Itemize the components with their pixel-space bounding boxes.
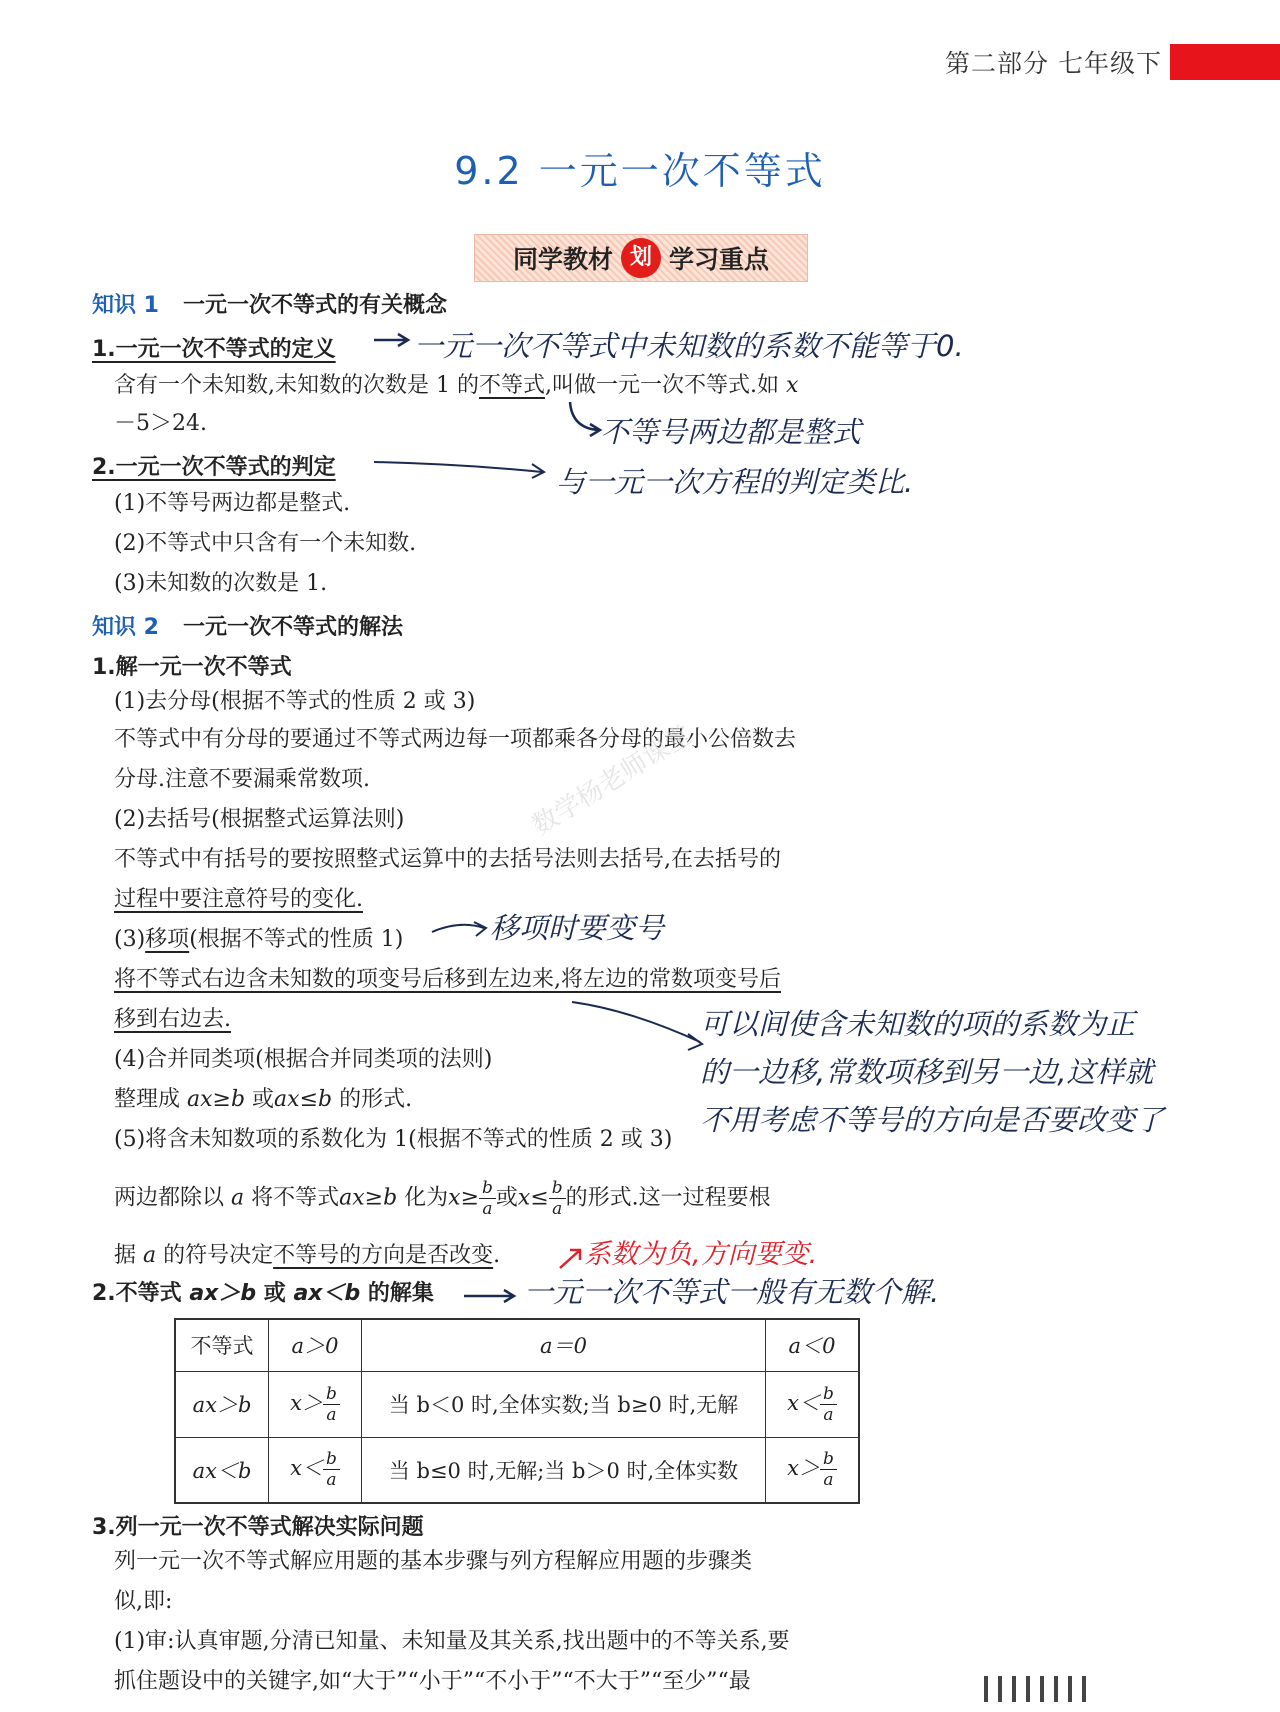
- step4-expr-1: ax≥b: [187, 1087, 246, 1112]
- banner-left: 同学教材: [512, 245, 613, 274]
- fraction-den: a: [326, 1404, 337, 1425]
- judgement-item-1: (1)不等号两边都是整式.: [114, 491, 351, 516]
- step5-or: 或: [495, 1185, 518, 1211]
- step5-text-c: 将不等式: [244, 1185, 340, 1211]
- fraction-den: a: [823, 1404, 834, 1425]
- step5-x-ge: x≥: [448, 1185, 480, 1211]
- fraction: [820, 1384, 837, 1425]
- fraction: [323, 1449, 340, 1490]
- handwritten-note-tip-line-2: 的一边移,常数项移到另一边,这样就: [700, 1055, 1154, 1089]
- handwritten-note-tip-line-1: 可以间使含未知数的项的系数为正: [700, 1007, 1136, 1041]
- fraction: [820, 1449, 837, 1490]
- handwritten-note-solution-set: 一元一次不等式一般有无数个解.: [524, 1275, 940, 1309]
- solset-heading-c: 或: [256, 1281, 294, 1306]
- solve-step-1-text-a: 不等式中有分母的要通过不等式两边每一项都乘各分母的最小公倍数去: [114, 727, 797, 752]
- word-problem-text-1: 列一元一次不等式解应用题的基本步骤与列方程解应用题的步骤类: [114, 1549, 753, 1574]
- solve-step-3-num: (3): [114, 927, 146, 952]
- definition-text-a: 含有一个未知数,未知数的次数是 1 的: [114, 373, 479, 398]
- table-cell: [766, 1371, 860, 1437]
- table-cell: ax＜b: [175, 1437, 269, 1503]
- page-title: 9.2 一元一次不等式: [454, 149, 826, 193]
- table-header-cell: a＝0: [362, 1319, 766, 1371]
- table-cell: [269, 1371, 362, 1437]
- step4-text-e: 的形式.: [332, 1087, 413, 1112]
- step5-x-le: x≤: [517, 1185, 549, 1211]
- solve-step-2-text-b: 过程中要注意符号的变化.: [114, 887, 363, 912]
- arrow-icon: [372, 330, 412, 350]
- step5b-dot: .: [493, 1243, 501, 1268]
- fraction-num: b: [479, 1178, 496, 1199]
- handwritten-note-tip: [700, 1000, 1164, 1144]
- handwritten-note-negative: 系数为负,方向要变.: [584, 1239, 818, 1270]
- solset-heading-e: 的解集: [360, 1281, 434, 1306]
- curved-arrow-icon: [570, 998, 710, 1058]
- solset-heading-expr-2: ax＜b: [293, 1281, 361, 1306]
- header-text: 第二部分 七年级下: [945, 49, 1162, 78]
- watermark: 数学杨老师课堂: [527, 719, 698, 842]
- fraction-num: b: [820, 1384, 837, 1405]
- header-red-bar: [1170, 44, 1280, 80]
- table-row: [175, 1437, 859, 1503]
- fraction: [323, 1384, 340, 1425]
- table-header-row: [175, 1319, 859, 1371]
- table-cell: ax＞b: [175, 1371, 269, 1437]
- solution-set-table: [174, 1318, 860, 1504]
- solve-step-3: [114, 920, 403, 960]
- word-problem-text-3: (1)审:认真审题,分清已知量、未知量及其关系,找出题中的不等关系,要: [114, 1629, 790, 1654]
- definition-text-var: x: [785, 373, 799, 398]
- fraction-num: b: [820, 1449, 837, 1470]
- solve-step-5-text-b: [114, 1236, 500, 1276]
- fraction-num: b: [549, 1178, 566, 1199]
- knowledge-1-heading: [92, 288, 447, 319]
- fraction: [479, 1178, 496, 1219]
- table-row: [175, 1371, 859, 1437]
- step5b-text-a: 据: [114, 1243, 143, 1268]
- table-cell: [269, 1437, 362, 1503]
- step5b-text-c: 的符号决定: [156, 1243, 274, 1268]
- solve-step-1: (1)去分母(根据不等式的性质 2 或 3): [114, 689, 476, 714]
- solution-set-heading: [92, 1276, 434, 1307]
- solve-step-3-text-b: 移到右边去.: [114, 1007, 231, 1032]
- fraction-num: b: [323, 1384, 340, 1405]
- fraction: [549, 1178, 566, 1219]
- handwritten-note-tip-line-3: 不用考虑不等号的方向是否要改变了: [700, 1103, 1165, 1137]
- section-banner: [474, 234, 808, 282]
- judgement-item-3: (3)未知数的次数是 1.: [114, 571, 328, 596]
- solve-step-3-rule: (根据不等式的性质 1): [189, 927, 404, 952]
- banner-circle: 划: [621, 238, 661, 278]
- fraction-den: a: [326, 1470, 337, 1491]
- step4-text-c: 或: [245, 1087, 275, 1112]
- definition-text-line-1: [114, 366, 798, 406]
- table-cell: 当 b≤0 时,无解;当 b＞0 时,全体实数: [362, 1437, 766, 1503]
- step5-expr: ax≥b: [339, 1185, 398, 1211]
- long-arrow-icon: [372, 456, 552, 480]
- word-problem-text-2: 似,即:: [114, 1589, 173, 1614]
- solve-step-4: (4)合并同类项(根据合并同类项的法则): [114, 1047, 493, 1072]
- solve-heading: 1.解一元一次不等式: [92, 655, 292, 680]
- step5-text-a: 两边都除以: [114, 1185, 231, 1211]
- definition-text-c: ,叫做一元一次不等式.如: [545, 373, 786, 398]
- solset-heading-expr-1: ax＞b: [189, 1281, 257, 1306]
- solve-step-2-text-a: 不等式中有括号的要按照整式运算中的去括号法则去括号,在去括号的: [114, 847, 781, 872]
- cell-expr: x＜: [787, 1390, 820, 1415]
- table-header-cell: a＜0: [766, 1319, 860, 1371]
- judgement-item-2: (2)不等式中只含有一个未知数.: [114, 531, 417, 556]
- handwritten-note-integral: 不等号两边都是整式: [600, 415, 862, 449]
- step5-text-i: 的形式.这一过程要根: [565, 1185, 771, 1211]
- step5-text-e: 化为: [397, 1185, 449, 1211]
- knowledge-1-title: 一元一次不等式的有关概念: [182, 293, 447, 318]
- table-cell: [766, 1437, 860, 1503]
- solve-step-4-text: [114, 1080, 412, 1120]
- fraction-num: b: [323, 1449, 340, 1470]
- banner-right: 学习重点: [669, 245, 770, 274]
- solset-heading-a: 2.不等式: [92, 1281, 190, 1306]
- word-problem-text-4: 抓住题设中的关键字,如“大于”“小于”“不小于”“不大于”“至少”“最: [114, 1669, 751, 1694]
- knowledge-1-label: 知识 1: [92, 293, 159, 318]
- solve-step-2: (2)去括号(根据整式运算法则): [114, 807, 405, 832]
- fraction-den: a: [552, 1199, 563, 1219]
- table-header-cell: 不等式: [175, 1319, 269, 1371]
- step5-var-a: a: [231, 1185, 245, 1211]
- cell-expr: x＞: [787, 1456, 820, 1481]
- knowledge-2-heading: [92, 610, 403, 641]
- step5b-var-a: a: [143, 1243, 157, 1268]
- judgement-heading: 2.一元一次不等式的判定: [92, 455, 336, 480]
- definition-text-line-2: －5＞24.: [114, 411, 207, 436]
- solve-step-5: (5)将含未知数项的系数化为 1(根据不等式的性质 2 或 3): [114, 1127, 673, 1152]
- cell-expr: x＞: [290, 1390, 323, 1415]
- solve-step-3-text-a: 将不等式右边含未知数的项变号后移到左边来,将左边的常数项变号后: [114, 967, 781, 992]
- word-problem-heading: 3.列一元一次不等式解决实际问题: [92, 1515, 424, 1540]
- step4-text-a: 整理成: [114, 1087, 187, 1112]
- step5b-underlined: 不等号的方向是否改变: [273, 1243, 494, 1268]
- page-edge-marks: [984, 1676, 1096, 1706]
- arrow-icon: [430, 916, 490, 946]
- arrow-icon: [462, 1286, 522, 1306]
- fraction-den: a: [482, 1199, 493, 1219]
- handwritten-note-definition: 一元一次不等式中未知数的系数不能等于0.: [414, 329, 964, 363]
- solve-step-5-text-a: [114, 1178, 771, 1219]
- solve-step-1-text-b: 分母.注意不要漏乘常数项.: [114, 767, 370, 792]
- step4-expr-2: ax≤b: [274, 1087, 333, 1112]
- definition-heading: 1.一元一次不等式的定义: [92, 337, 336, 362]
- handwritten-note-move: 移项时要变号: [490, 911, 665, 945]
- cell-expr: x＜: [290, 1456, 323, 1481]
- knowledge-2-title: 一元一次不等式的解法: [182, 615, 403, 640]
- handwritten-note-judgement: 与一元一次方程的判定类比.: [556, 465, 914, 499]
- definition-text-underlined: 不等式: [478, 373, 545, 398]
- fraction-den: a: [823, 1470, 834, 1491]
- knowledge-2-label: 知识 2: [92, 615, 159, 640]
- table-header-cell: a＞0: [269, 1319, 362, 1371]
- solve-step-3-key: 移项: [145, 927, 190, 952]
- table-cell: 当 b＜0 时,全体实数;当 b≥0 时,无解: [362, 1371, 766, 1437]
